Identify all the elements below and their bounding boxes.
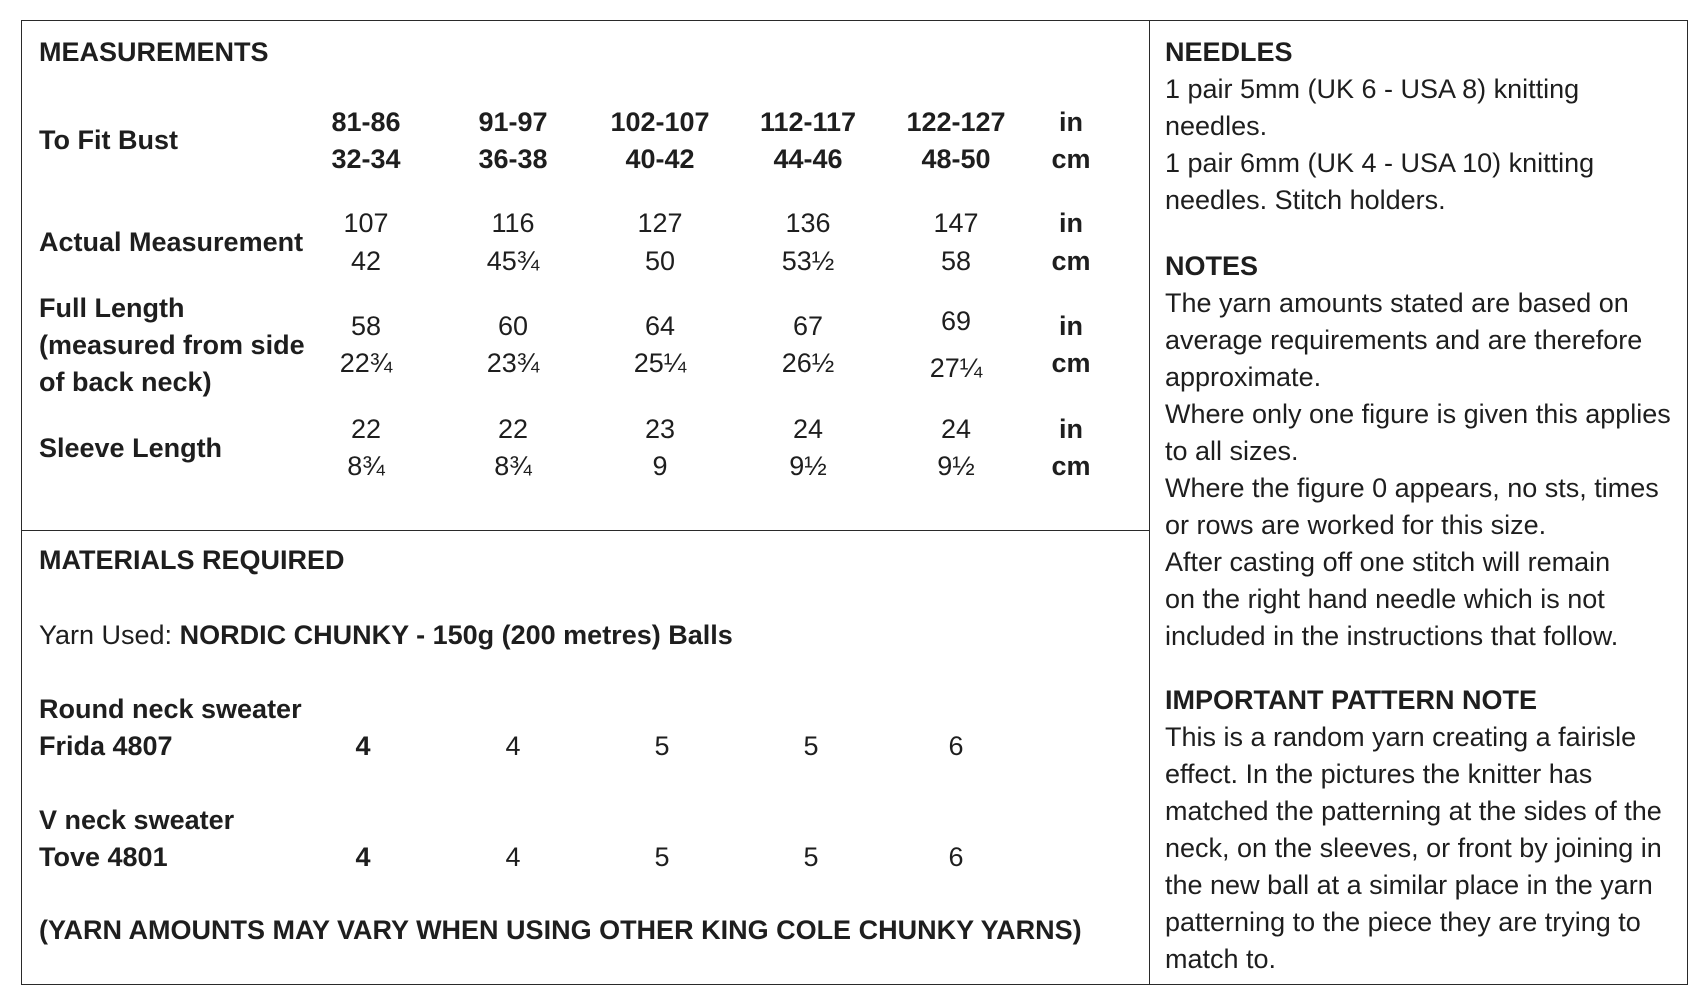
- pattern-note-line: neck, on the sleeves, or front by joining in: [1165, 833, 1662, 863]
- value-cell: 9: [652, 451, 668, 481]
- value-cell: 147: [933, 208, 979, 238]
- value-cell: 23: [644, 414, 676, 444]
- value-cell: 45¾: [486, 246, 540, 276]
- pattern-note-section: [1165, 682, 1680, 978]
- value-cell: 107: [343, 208, 389, 238]
- materials-heading: MATERIALS REQUIRED: [39, 545, 345, 575]
- size-in-2: 36-38: [478, 144, 548, 174]
- size-cm-2: 91-97: [478, 107, 548, 137]
- value-cell: 127: [637, 208, 683, 238]
- pattern-note-heading: IMPORTANT PATTERN NOTE: [1165, 685, 1537, 715]
- unit-label: in: [1059, 414, 1083, 444]
- notes-line: The yarn amounts stated are based on: [1165, 288, 1629, 318]
- value-cell: 24: [792, 414, 824, 444]
- item-code: Tove 4801: [39, 842, 168, 872]
- unit-label: in: [1059, 107, 1083, 137]
- pattern-note-line: patterning to the piece they are trying to: [1165, 907, 1641, 937]
- pattern-note-line: match to.: [1165, 944, 1277, 974]
- notes-line: Where the figure 0 appears, no sts, times: [1165, 473, 1659, 503]
- value-cell: 27¼: [929, 353, 983, 383]
- yarn-used-line: [39, 617, 733, 654]
- amount-cell: 4: [355, 731, 371, 761]
- value-cell: 9½: [789, 451, 827, 481]
- value-cell: 26½: [781, 348, 835, 378]
- value-cell: 67: [792, 311, 824, 341]
- value-cell: 8¾: [494, 451, 532, 481]
- row-label-sleeve-length: Sleeve Length: [39, 433, 223, 463]
- amount-cell: 4: [505, 731, 521, 761]
- amount-cell: 5: [803, 731, 819, 761]
- notes-line: to all sizes.: [1165, 436, 1299, 466]
- value-cell: 25¼: [633, 348, 687, 378]
- row-label-full-length-line3: of back neck): [39, 367, 212, 397]
- needles-line: needles.: [1165, 111, 1268, 141]
- amount-cell: 4: [505, 842, 521, 872]
- notes-line: After casting off one stitch will remain: [1165, 547, 1611, 577]
- value-cell: 64: [644, 311, 676, 341]
- unit-label: cm: [1051, 246, 1091, 276]
- value-cell: 24: [940, 414, 972, 444]
- notes-line: on the right hand needle which is not: [1165, 584, 1605, 614]
- yarn-amount-note: (YARN AMOUNTS MAY VARY WHEN USING OTHER KING COLE CHUNKY YARNS): [39, 915, 1082, 945]
- row-label-full-length-line2: (measured from side: [39, 330, 305, 360]
- column-divider: [1149, 20, 1150, 985]
- unit-label: in: [1059, 311, 1083, 341]
- value-cell: 53½: [781, 246, 835, 276]
- value-cell: 116: [491, 208, 535, 238]
- amount-cell: 5: [803, 842, 819, 872]
- notes-line: or rows are worked for this size.: [1165, 510, 1547, 540]
- needles-line: 1 pair 6mm (UK 4 - USA 10) knitting: [1165, 148, 1595, 178]
- pattern-note-line: the new ball at a similar place in the yarn: [1165, 870, 1653, 900]
- pattern-note-line: effect. In the pictures the knitter has: [1165, 759, 1593, 789]
- notes-line: average requirements and are therefore: [1165, 325, 1643, 355]
- value-cell: 8¾: [347, 451, 385, 481]
- yarn-name: NORDIC CHUNKY - 150g (200 metres) Balls: [179, 620, 733, 650]
- size-cm-3: 102-107: [610, 107, 710, 137]
- row-label-full-length: Full Length: [39, 293, 185, 323]
- value-cell: 22: [350, 414, 382, 444]
- size-in-4: 44-46: [773, 144, 843, 174]
- size-cm-5: 122-127: [906, 107, 1006, 137]
- notes-section: [1165, 248, 1680, 655]
- unit-label: cm: [1051, 144, 1091, 174]
- pattern-note-line: This is a random yarn creating a fairisle: [1165, 722, 1637, 752]
- row-label-actual-measurement: Actual Measurement: [39, 227, 304, 257]
- value-cell: 23¾: [486, 348, 540, 378]
- size-cm-1: 81-86: [331, 107, 401, 137]
- notes-line: Where only one figure is given this applies: [1165, 399, 1671, 429]
- value-cell: 42: [350, 246, 382, 276]
- item-name: Round neck sweater: [39, 694, 302, 724]
- value-cell: 136: [785, 208, 831, 238]
- value-cell: 69: [940, 306, 972, 336]
- pattern-note-line: matched the patterning at the sides of the: [1165, 796, 1662, 826]
- item-code: Frida 4807: [39, 731, 173, 761]
- size-cm-4: 112-117: [759, 107, 857, 137]
- notes-heading: NOTES: [1165, 251, 1259, 281]
- amount-cell: 6: [948, 731, 964, 761]
- value-cell: 58: [350, 311, 382, 341]
- amount-cell: 5: [654, 842, 670, 872]
- row-label-to-fit-bust: To Fit Bust: [39, 125, 178, 155]
- amount-cell: 6: [948, 842, 964, 872]
- unit-label: cm: [1051, 348, 1091, 378]
- value-cell: 58: [940, 246, 972, 276]
- item-name: V neck sweater: [39, 805, 235, 835]
- unit-label: in: [1059, 208, 1083, 238]
- yarn-used-prefix: Yarn Used:: [39, 620, 180, 650]
- needles-heading: NEEDLES: [1165, 37, 1293, 67]
- size-in-5: 48-50: [921, 144, 991, 174]
- value-cell: 9½: [937, 451, 975, 481]
- size-in-1: 32-34: [331, 144, 401, 174]
- needles-line: 1 pair 5mm (UK 6 - USA 8) knitting: [1165, 74, 1580, 104]
- value-cell: 60: [497, 311, 529, 341]
- notes-line: included in the instructions that follow.: [1165, 621, 1619, 651]
- amount-cell: 4: [355, 842, 371, 872]
- value-cell: 50: [644, 246, 676, 276]
- notes-line: approximate.: [1165, 362, 1322, 392]
- section-divider: [21, 530, 1149, 531]
- needles-line: needles. Stitch holders.: [1165, 185, 1446, 215]
- unit-label: cm: [1051, 451, 1091, 481]
- amount-cell: 5: [654, 731, 670, 761]
- value-cell: 22¾: [339, 348, 393, 378]
- measurements-heading: MEASUREMENTS: [39, 37, 269, 67]
- needles-section: [1165, 34, 1680, 219]
- size-in-3: 40-42: [625, 144, 695, 174]
- value-cell: 22: [497, 414, 529, 444]
